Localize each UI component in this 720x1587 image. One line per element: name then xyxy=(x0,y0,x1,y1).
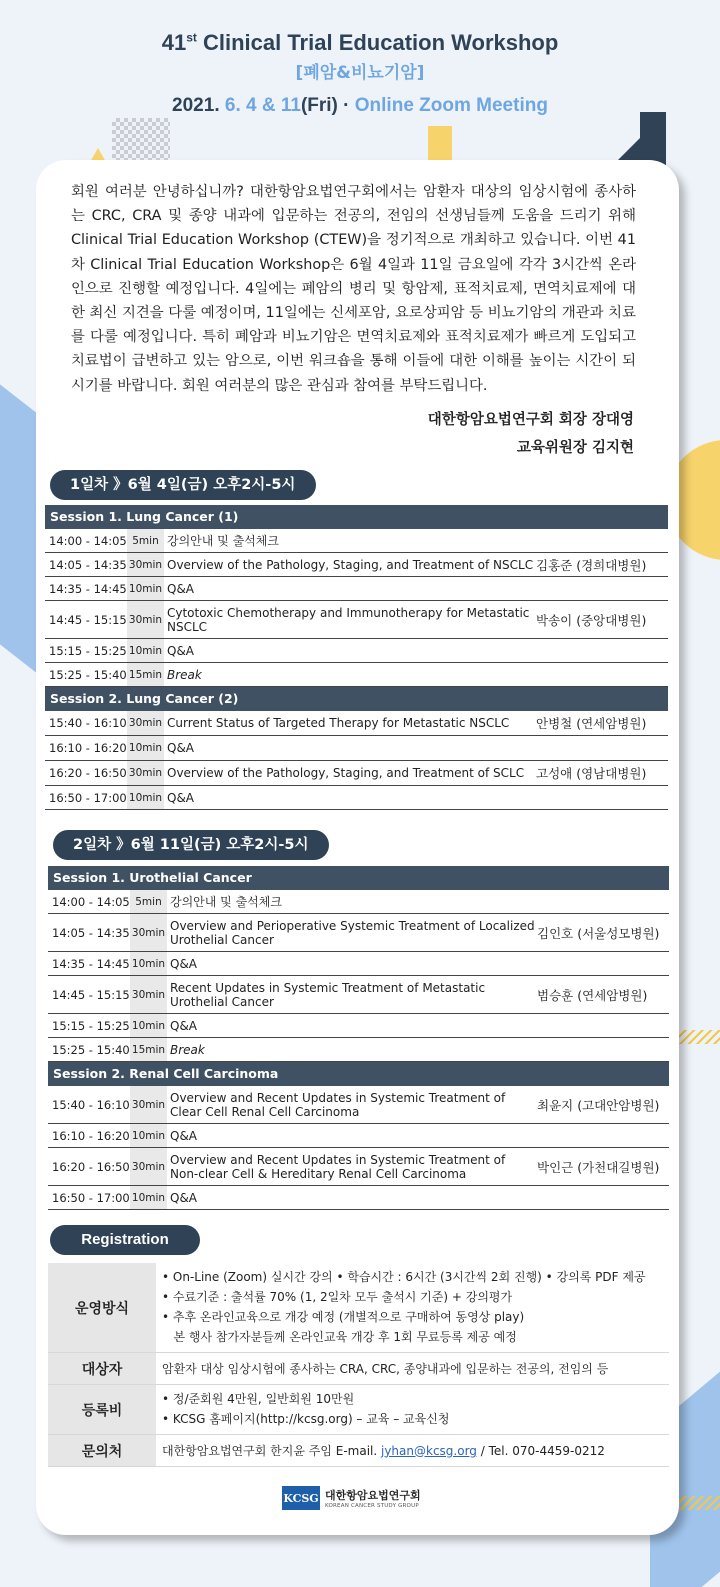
reg-body-contact: 대한항암요법연구회 한지윤 주임 E-mail. jyhan@kcsg.org / Tel. 070-4459-0212 xyxy=(156,1435,669,1466)
schedule-row xyxy=(45,736,668,761)
schedule-row xyxy=(45,529,668,553)
row-speaker: 안병철 (연세암병원) xyxy=(536,716,647,731)
reg-label-fee: 등록비 xyxy=(48,1385,156,1434)
row-time: 15:15 - 15:25 xyxy=(52,1018,130,1033)
schedule-row xyxy=(45,639,668,663)
row-topic: Break xyxy=(170,1042,205,1057)
row-dur: 5min xyxy=(130,890,167,913)
page-title: 41st Clinical Trial Education Workshop xyxy=(161,30,559,55)
row-dur: 10min xyxy=(130,1014,167,1037)
schedule-row xyxy=(45,553,668,577)
row-time: 14:05 - 14:35 xyxy=(49,557,127,572)
intro-text: 회원 여러분 안녕하십니까? 대한항암요법연구회에서는 암환자 대상의 임상시험에 종사하는 CRC, CRA 및 종양 내과에 입문하는 전공의, 전임의 선생님들께 도움을 드리기 위해 Clinical Trial Education Workshop (CTEW)을 정기적으로 개최하고 있습니다. 이번 41차 Clinical Trial Education Workshop은 6월 4일과 11일 금요일에 각각 3시간씩 온라인으로 진행할 예정입니다. 4일에는 폐암의 병리 및 항암제, 표적치료제, 면역치료제에 대한 최신 지견을 다룰 예정이며, 11일에는 신세포암, 요로상피암 등 비뇨기암의 개관과 치료를 다룰 예정입니다. 특히 폐암과 비뇨기암은 면역치료제와 표적치료제가 빠르게 도입되고 치료법이 급변하고 있는 암으로, 이번 워크숍을 통해 이들에 대한 이해를 높이는 시간이 되시기를 바랍니다. 회원 여러분의 많은 관심과 참여를 부탁드립니다. xyxy=(71,184,636,394)
row-time: 15:25 - 15:40 xyxy=(52,1042,130,1057)
row-topic: Overview and Perioperative Systemic Treatment of Localized Urothelial Cancer xyxy=(170,918,535,947)
row-speaker: 박송이 (중앙대병원) xyxy=(536,612,647,628)
row-dur: 30min xyxy=(130,976,167,1013)
kcsg-logo-mark: KCSG xyxy=(282,1486,320,1510)
schedule-row xyxy=(48,1148,669,1186)
schedule-row xyxy=(45,601,668,639)
row-dur: 10min xyxy=(130,1186,167,1209)
row-topic: Q&A xyxy=(167,741,195,755)
row-time: 16:10 - 16:20 xyxy=(52,1128,130,1143)
row-topic: Overview of the Pathology, Staging, and Treatment of SCLC xyxy=(167,766,525,780)
row-time: 14:45 - 15:15 xyxy=(52,987,130,1002)
row-dur: 30min xyxy=(130,914,167,951)
stripe-decoration xyxy=(676,1030,720,1044)
row-topic: Overview and Recent Updates in Systemic Treatment of Clear Cell Renal Cell Carcinoma xyxy=(170,1090,506,1119)
row-topic: Q&A xyxy=(170,956,198,971)
schedule-row xyxy=(45,786,668,810)
signature-president: 대한항암요법연구회 회장 장대영 xyxy=(427,412,634,428)
kcsg-logo xyxy=(282,1486,421,1510)
row-time: 14:45 - 15:15 xyxy=(49,612,127,627)
row-speaker: 박인근 (가천대길병원) xyxy=(537,1159,660,1175)
kcsg-logo-english: KOREAN CANCER STUDY GROUP xyxy=(325,1503,419,1509)
row-topic: Overview and Recent Updates in Systemic Treatment of Non-clear Cell & Hereditary Renal Cell Carcinoma xyxy=(170,1152,506,1181)
row-dur: 15min xyxy=(130,1038,167,1061)
row-dur: 30min xyxy=(130,1086,167,1123)
row-dur: 5min xyxy=(127,529,164,552)
day1-session2-header: Session 2. Lung Cancer (2) xyxy=(45,687,668,711)
reg-body-fee: • 정/준회원 4만원, 일반회원 10만원 • KCSG 홈페이지(http://kcsg.org) – 교육 – 교육신청 xyxy=(162,1392,450,1426)
reg-label-contact: 문의처 xyxy=(48,1435,156,1466)
row-dur: 10min xyxy=(127,736,164,760)
row-speaker: 김홍준 (경희대병원) xyxy=(536,557,647,573)
row-speaker: 고성애 (영남대병원) xyxy=(536,766,647,781)
row-speaker: 최윤지 (고대안암병원) xyxy=(537,1097,660,1113)
row-topic: Q&A xyxy=(167,643,195,658)
reg-row-contact xyxy=(48,1435,669,1467)
row-topic: 강의안내 및 출석체크 xyxy=(167,533,279,548)
row-dur: 30min xyxy=(130,1148,167,1185)
stripe-decoration-2 xyxy=(676,1496,720,1510)
row-topic: Q&A xyxy=(170,1018,198,1033)
reg-label-operation: 운영방식 xyxy=(48,1263,156,1352)
reg-row-fee xyxy=(48,1385,669,1435)
row-dur: 30min xyxy=(127,601,164,638)
schedule-row xyxy=(48,1014,669,1038)
reg-row-operation xyxy=(48,1263,669,1353)
row-topic: Q&A xyxy=(170,1128,198,1143)
header xyxy=(0,30,720,117)
reg-body-target: 암환자 대상 임상시험에 종사하는 CRA, CRC, 종양내과에 입문하는 전공의, 전임의 등 xyxy=(162,1361,609,1376)
schedule-row xyxy=(48,1124,669,1148)
row-time: 15:40 - 16:10 xyxy=(49,716,127,730)
schedule-row xyxy=(48,1086,669,1124)
row-dur: 10min xyxy=(127,639,164,662)
day1-schedule xyxy=(45,505,668,810)
checker-decoration xyxy=(112,118,170,160)
row-speaker: 김인호 (서울성모병원) xyxy=(537,925,660,941)
schedule-row xyxy=(48,952,669,976)
row-topic: Cytotoxic Chemotherapy and Immunotherapy for Metastatic NSCLC xyxy=(167,605,530,634)
row-dur: 10min xyxy=(130,1124,167,1147)
row-time: 16:20 - 16:50 xyxy=(49,766,127,780)
row-time: 16:50 - 17:00 xyxy=(49,790,127,805)
row-time: 14:00 - 14:05 xyxy=(52,894,130,909)
row-time: 14:00 - 14:05 xyxy=(49,533,127,548)
row-time: 14:35 - 14:45 xyxy=(52,956,130,971)
schedule-row xyxy=(48,890,669,914)
row-dur: 10min xyxy=(130,952,167,975)
row-topic: 강의안내 및 출석체크 xyxy=(170,894,282,909)
day2-pill: 2일차 》6월 11일(금) 오후2시-5시 xyxy=(53,830,329,860)
contact-email-link[interactable]: jyhan@kcsg.org xyxy=(381,1443,477,1458)
row-dur: 10min xyxy=(127,786,164,809)
signature-education-chair: 교육위원장 김지현 xyxy=(516,440,634,456)
schedule-row xyxy=(48,914,669,952)
row-time: 16:20 - 16:50 xyxy=(52,1159,130,1174)
event-dateline: 2021. 6. 4 & 11(Fri) · Online Zoom Meeting xyxy=(172,95,548,116)
schedule-row xyxy=(48,1038,669,1062)
row-topic: Recent Updates in Systemic Treatment of Metastatic Urothelial Cancer xyxy=(170,980,486,1009)
row-time: 14:05 - 14:35 xyxy=(52,925,130,940)
reg-body-operation: • On-Line (Zoom) 실시간 강의 • 학습시간 : 6시간 (3시간씩 2회 진행) • 강의록 PDF 제공 • 수료기준 : 출석률 70% (1, 2일차 모두 출석시 기준) + 강의평가 • 추후 온라인교육으로 개강 예정 (개별적으로 구매하여 동영상 play) 본 행사 참가자분들께 온라인교육 개강 후 1회 무료등록 제공 예정 xyxy=(162,1270,646,1344)
row-time: 14:35 - 14:45 xyxy=(49,581,127,596)
row-dur: 10min xyxy=(127,577,164,600)
row-topic: Break xyxy=(167,667,202,682)
day2-session1-header: Session 1. Urothelial Cancer xyxy=(48,866,669,890)
registration-pill: Registration xyxy=(50,1225,200,1255)
row-time: 15:25 - 15:40 xyxy=(49,667,127,682)
day2-session2-header: Session 2. Renal Cell Carcinoma xyxy=(48,1062,669,1086)
row-time: 16:10 - 16:20 xyxy=(49,741,127,755)
row-dur: 30min xyxy=(127,711,164,735)
row-topic: Q&A xyxy=(170,1190,198,1205)
row-time: 16:50 - 17:00 xyxy=(52,1190,130,1205)
reg-label-target: 대상자 xyxy=(48,1353,156,1384)
row-topic: Overview of the Pathology, Staging, and Treatment of NSCLC xyxy=(167,557,534,572)
schedule-row xyxy=(45,577,668,601)
registration-table xyxy=(48,1263,669,1467)
schedule-row xyxy=(48,1186,669,1210)
day1-session1-header: Session 1. Lung Cancer (1) xyxy=(45,505,668,529)
reg-row-target xyxy=(48,1353,669,1385)
schedule-row xyxy=(45,711,668,736)
schedule-row xyxy=(48,976,669,1014)
row-time: 15:40 - 16:10 xyxy=(52,1097,130,1112)
page-subtitle: [폐암&비뇨기암] xyxy=(295,63,425,83)
row-time: 15:15 - 15:25 xyxy=(49,643,127,658)
day1-pill: 1일차 》6월 4일(금) 오후2시-5시 xyxy=(50,470,316,500)
row-dur: 15min xyxy=(127,663,164,686)
row-dur: 30min xyxy=(127,553,164,576)
schedule-row xyxy=(45,761,668,786)
schedule-row xyxy=(45,663,668,687)
day2-schedule xyxy=(48,866,669,1210)
row-topic: Current Status of Targeted Therapy for Metastatic NSCLC xyxy=(167,716,510,730)
row-dur: 30min xyxy=(127,761,164,785)
kcsg-logo-korean: 대한항암요법연구회 xyxy=(325,1489,421,1502)
row-topic: Q&A xyxy=(167,790,195,805)
row-topic: Q&A xyxy=(167,581,195,596)
row-speaker: 범승훈 (연세암병원) xyxy=(537,987,648,1003)
